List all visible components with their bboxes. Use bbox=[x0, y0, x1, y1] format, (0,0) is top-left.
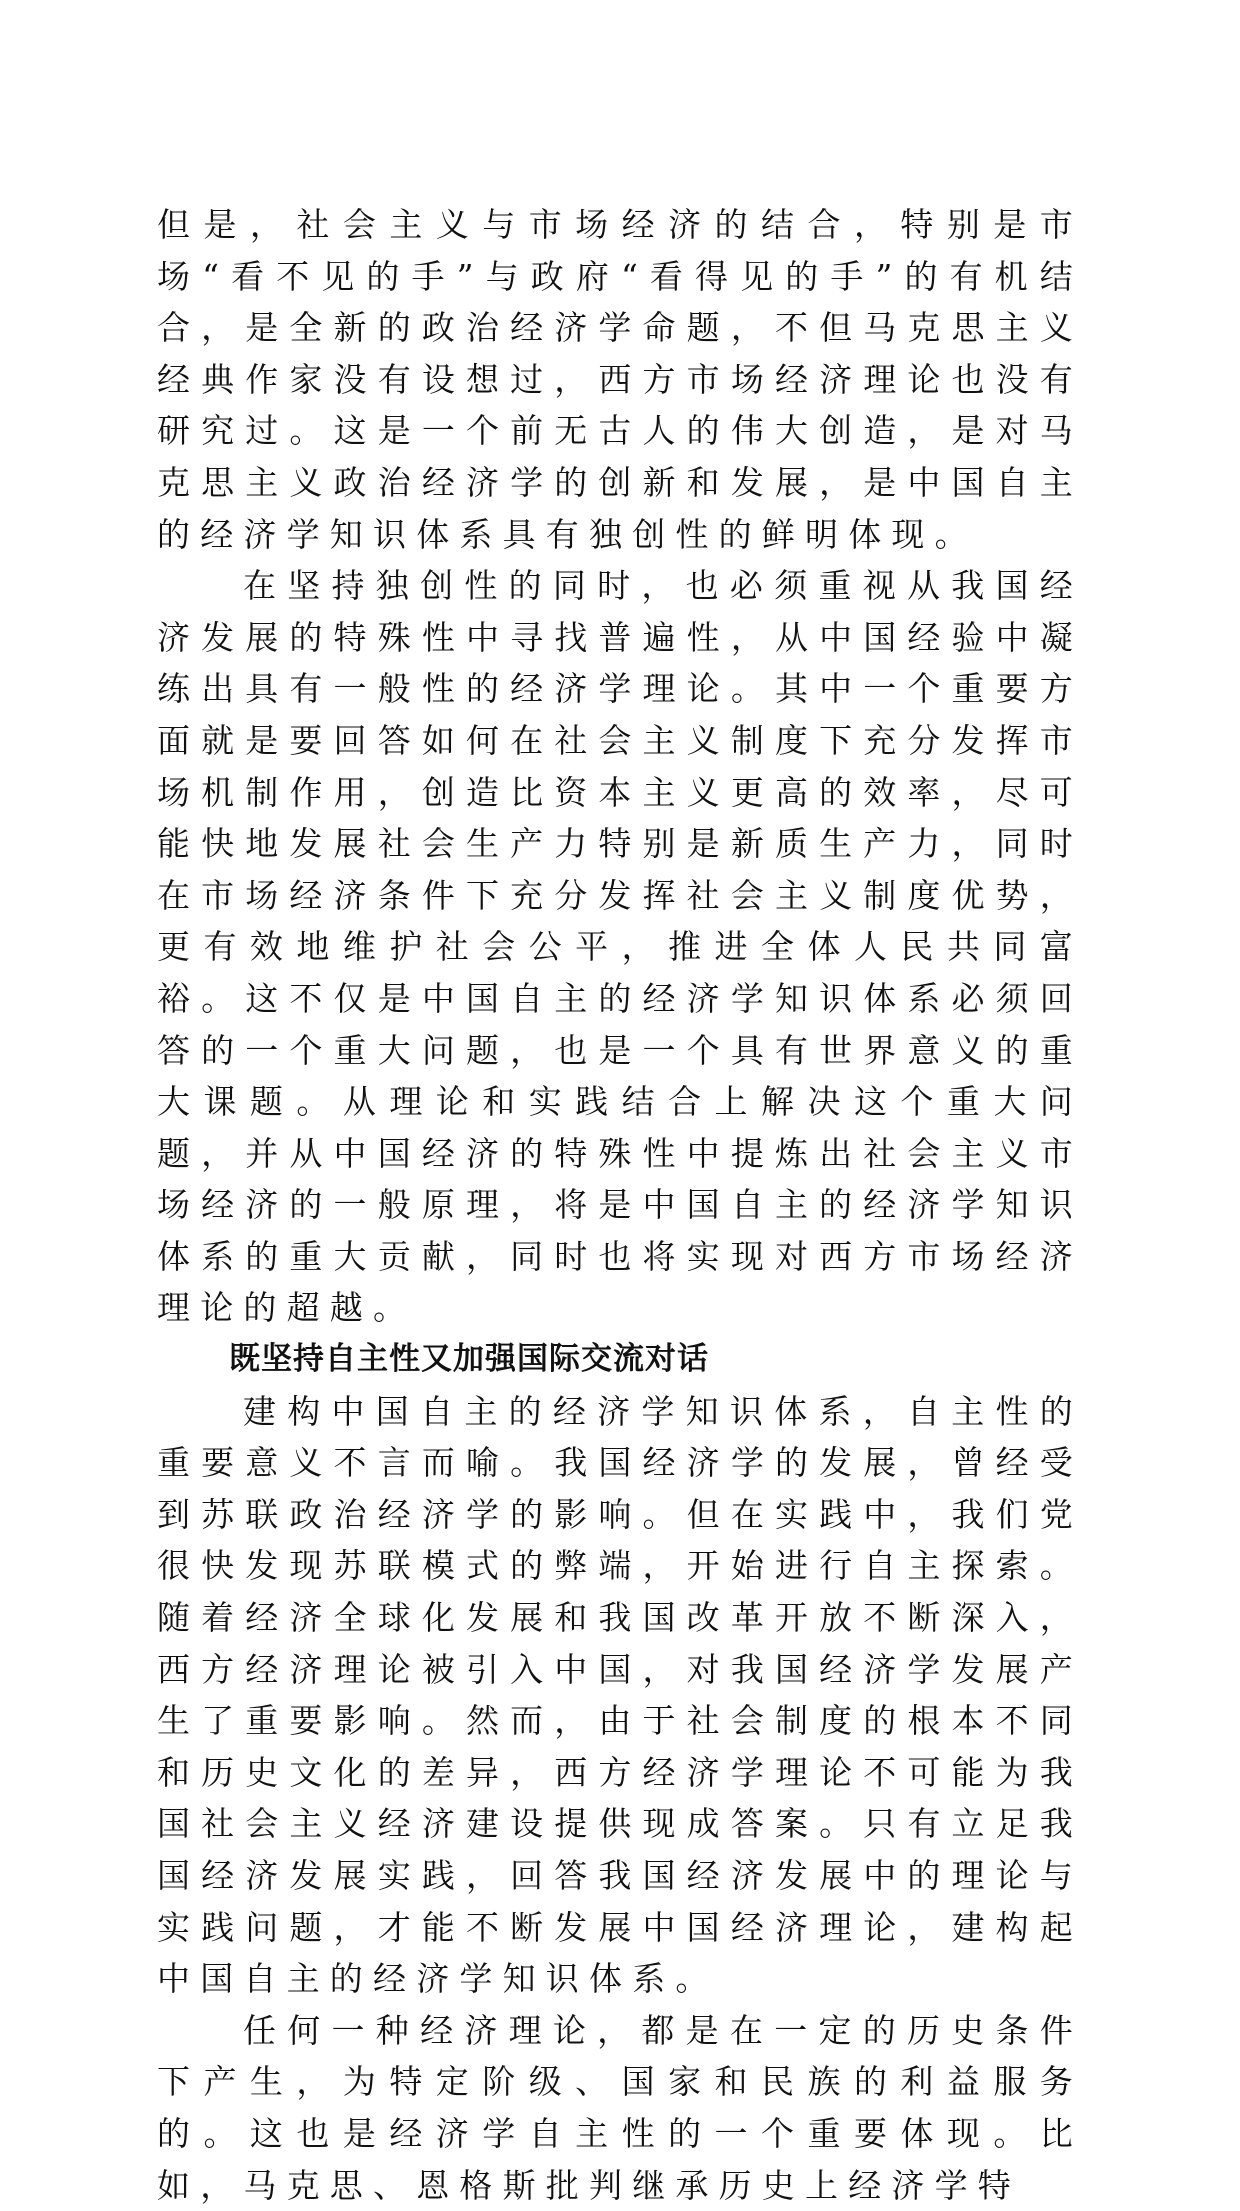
document-page bbox=[157, 199, 1083, 2211]
paragraph-autonomy: 建构中国自主的经济学知识体系，自主性的重要意义不言而喻。我国经济学的发展，曾经受到苏联政治经济学的影响。但在实践中，我们党很快发现苏联模式的弊端，开始进行自主探索。随着经济全球化发展和我国改革开放不断深入，西方经济理论被引入中国，对我国经济学发展产生了重要影响。然而，由于社会制度的根本不同和历史文化的差异，西方经济学理论不可能为我国社会主义经济建设提供现成答案。只有立足我国经济发展实践，回答我国经济发展中的理论与实践问题，才能不断发展中国经济理论，建构起中国自主的经济学知识体系。 bbox=[157, 1391, 1083, 1999]
paragraph-economic-theory: 任何一种经济理论，都是在一定的历史条件下产生，为特定阶级、国家和民族的利益服务的。这也是经济学自主性的一个重要体现。比如，马克思、恩格斯批判继承历史上经济学特 bbox=[157, 2010, 1083, 2205]
paragraph-universality: 在坚持独创性的同时，也必须重视从我国经济发展的特殊性中寻找普遍性，从中国经验中凝练出具有一般性的经济学理论。其中一个重要方面就是要回答如何在社会主义制度下充分发挥市场机制作用，创造比资本主义更高的效率，尽可能快地发展社会生产力特别是新质生产力，同时在市场经济条件下充分发挥社会主义制度优势，更有效地维护社会公平，推进全体人民共同富裕。这不仅是中国自主的经济学知识体系必须回答的一个重大问题，也是一个具有世界意义的重大课题。从理论和实践结合上解决这个重大问题，并从中国经济的特殊性中提炼出社会主义市场经济的一般原理，将是中国自主的经济学知识体系的重大贡献，同时也将实现对西方市场经济理论的超越。 bbox=[157, 566, 1083, 1328]
section-heading: 既坚持自主性又加强国际交流对话 bbox=[229, 1341, 709, 1378]
paragraph-continuation: 但是，社会主义与市场经济的结合，特别是市场“看不见的手”与政府“看得见的手”的有机结合，是全新的政治经济学命题，不但马克思主义经典作家没有设想过，西方市场经济理论也没有研究过。这是一个前无古人的伟大创造，是对马克思主义政治经济学的创新和发展，是中国自主的经济学知识体系具有独创性的鲜明体现。 bbox=[157, 205, 1083, 554]
